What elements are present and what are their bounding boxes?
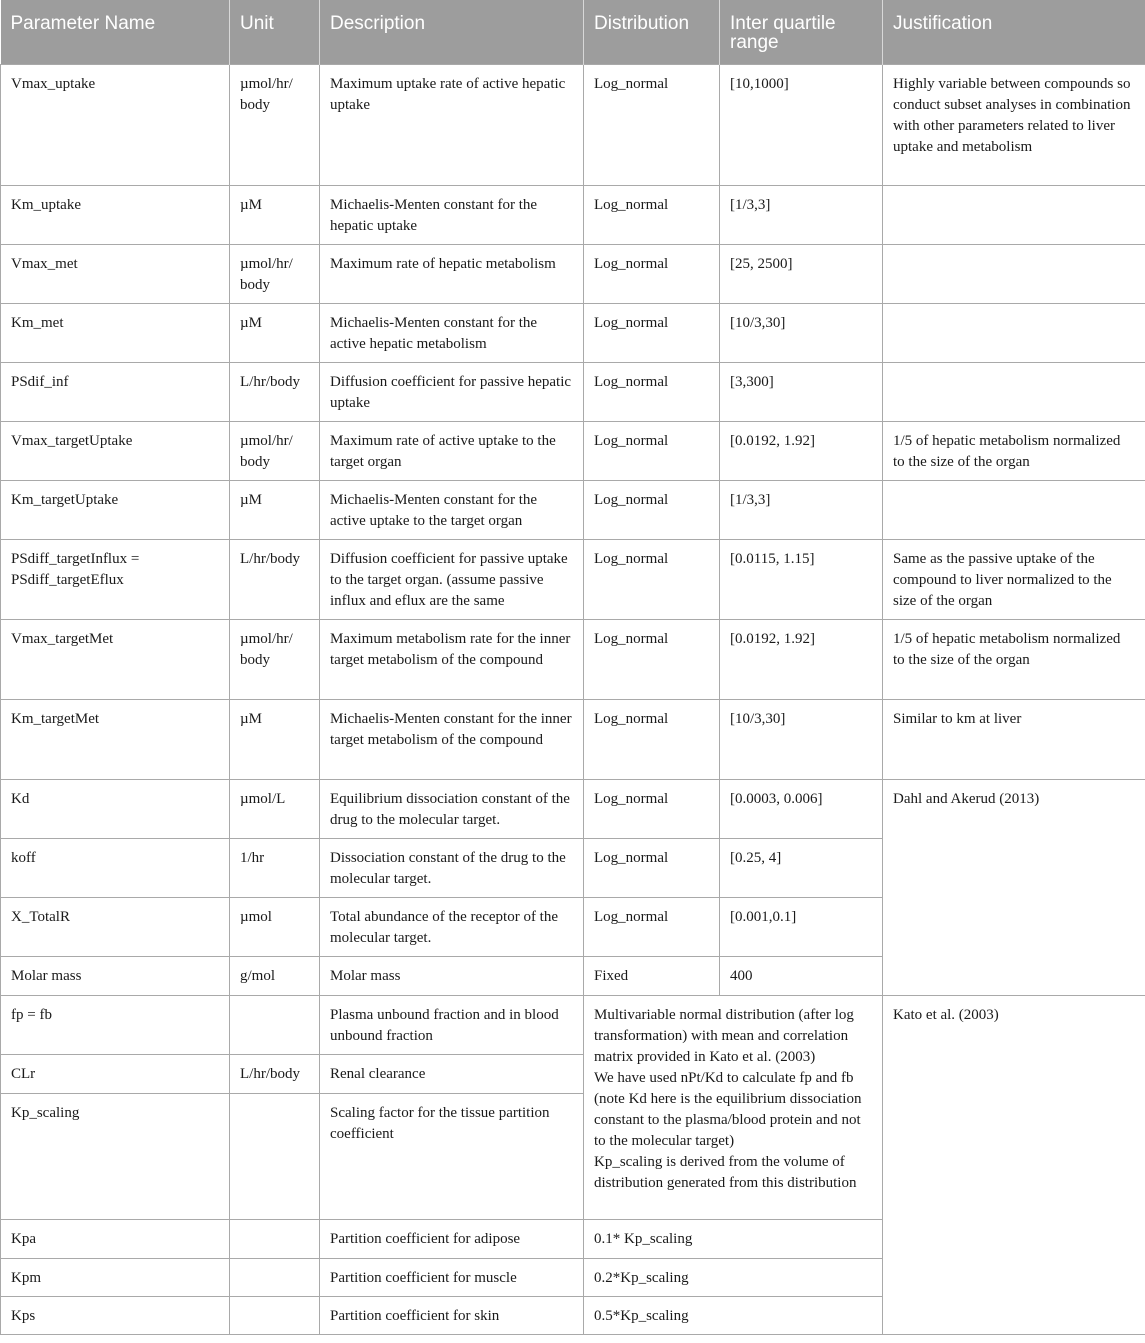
table-row (1, 186, 1145, 245)
justification-cell (883, 245, 1145, 304)
table-row (1, 700, 1145, 780)
description-cell: Michaelis-Menten constant for the active hepatic metabolism (320, 304, 584, 363)
justification-cell: Same as the passive uptake of the compound to liver normalized to the size of the organ (883, 540, 1145, 620)
param-name-cell: fp = fb (1, 996, 230, 1055)
param-name-cell: Kpm (1, 1259, 230, 1297)
iqr-cell: [0.0192, 1.92] (720, 620, 883, 700)
param-name-cell: PSdiff_targetInflux = PSdiff_targetEflux (1, 540, 230, 620)
iqr-cell: [0.001,0.1] (720, 898, 883, 957)
param-name-cell: Vmax_uptake (1, 65, 230, 186)
header-justification: Justification (883, 0, 1145, 65)
unit-cell: µM (230, 481, 320, 540)
justification-cell: Dahl and Akerud (2013) (883, 780, 1145, 996)
param-name-cell: PSdif_inf (1, 363, 230, 422)
distribution-cell: Log_normal (584, 700, 720, 780)
header-inter-quartile-range: Inter quartile range (720, 0, 883, 65)
iqr-cell: [0.25, 4] (720, 839, 883, 898)
distribution-cell: 0.1* Kp_scaling (584, 1220, 883, 1259)
distribution-cell: Log_normal (584, 898, 720, 957)
justification-cell (883, 481, 1145, 540)
header-row (1, 0, 1145, 65)
description-cell: Total abundance of the receptor of the molecular target. (320, 898, 584, 957)
iqr-cell: [25, 2500] (720, 245, 883, 304)
table-row (1, 245, 1145, 304)
param-name-cell: Vmax_met (1, 245, 230, 304)
unit-cell: µM (230, 700, 320, 780)
kato-distribution-cell: Multivariable normal distribution (after log transformation) with mean and correlation matrix provided in Kato et al. (2003) We have used nPt/Kd to calculate fp and fb (note Kd here is the equilibrium dissociation constant to the plasma/blood protein and not to the molecular target) Kp_scaling is derived from the volume of distribution generated from this distribution (584, 996, 883, 1220)
iqr-cell: [0.0192, 1.92] (720, 422, 883, 481)
param-name-cell: Km_met (1, 304, 230, 363)
unit-cell (230, 996, 320, 1055)
unit-cell: µM (230, 304, 320, 363)
unit-cell: µmol/hr/ body (230, 422, 320, 481)
distribution-cell: Log_normal (584, 780, 720, 839)
iqr-cell: [10/3,30] (720, 700, 883, 780)
unit-cell (230, 1094, 320, 1220)
description-cell: Diffusion coefficient for passive uptake to the target organ. (assume passive influx and eflux are the same (320, 540, 584, 620)
justification-cell: Highly variable between compounds so conduct subset analyses in combination with other parameters related to liver uptake and metabolism (883, 65, 1145, 186)
unit-cell: L/hr/body (230, 540, 320, 620)
justification-cell: Kato et al. (2003) (883, 996, 1145, 1335)
description-cell: Renal clearance (320, 1055, 584, 1094)
param-name-cell: Km_targetMet (1, 700, 230, 780)
table-row (1, 780, 1145, 839)
distribution-cell: Log_normal (584, 839, 720, 898)
unit-cell: L/hr/body (230, 1055, 320, 1094)
unit-cell: µmol/L (230, 780, 320, 839)
table-row (1, 363, 1145, 422)
description-cell: Plasma unbound fraction and in blood unbound fraction (320, 996, 584, 1055)
description-cell: Scaling factor for the tissue partition coefficient (320, 1094, 584, 1220)
unit-cell: µmol/hr/ body (230, 245, 320, 304)
iqr-cell: [1/3,3] (720, 186, 883, 245)
distribution-cell: Log_normal (584, 186, 720, 245)
iqr-cell: [3,300] (720, 363, 883, 422)
distribution-cell: Log_normal (584, 620, 720, 700)
unit-cell: µmol (230, 898, 320, 957)
unit-cell: µmol/hr/ body (230, 620, 320, 700)
description-cell: Partition coefficient for adipose (320, 1220, 584, 1259)
iqr-cell: 400 (720, 957, 883, 996)
justification-cell: Similar to km at liver (883, 700, 1145, 780)
unit-cell: 1/hr (230, 839, 320, 898)
description-cell: Michaelis-Menten constant for the hepatic uptake (320, 186, 584, 245)
description-cell: Partition coefficient for skin (320, 1297, 584, 1335)
description-cell: Dissociation constant of the drug to the molecular target. (320, 839, 584, 898)
param-name-cell: Vmax_targetMet (1, 620, 230, 700)
param-name-cell: Km_uptake (1, 186, 230, 245)
distribution-cell: Fixed (584, 957, 720, 996)
param-name-cell: Kp_scaling (1, 1094, 230, 1220)
table-row (1, 422, 1145, 481)
table-row (1, 620, 1145, 700)
description-cell: Maximum rate of hepatic metabolism (320, 245, 584, 304)
unit-cell: µM (230, 186, 320, 245)
distribution-cell: 0.5*Kp_scaling (584, 1297, 883, 1335)
table-row (1, 65, 1145, 186)
description-cell: Equilibrium dissociation constant of the drug to the molecular target. (320, 780, 584, 839)
iqr-cell: [1/3,3] (720, 481, 883, 540)
iqr-cell: [10,1000] (720, 65, 883, 186)
unit-cell (230, 1220, 320, 1259)
header-description: Description (320, 0, 584, 65)
iqr-cell: [0.0115, 1.15] (720, 540, 883, 620)
unit-cell (230, 1297, 320, 1335)
justification-cell (883, 304, 1145, 363)
param-name-cell: Kd (1, 780, 230, 839)
description-cell: Molar mass (320, 957, 584, 996)
unit-cell (230, 1259, 320, 1297)
param-name-cell: Km_targetUptake (1, 481, 230, 540)
table-row (1, 540, 1145, 620)
distribution-cell: Log_normal (584, 245, 720, 304)
param-name-cell: Kps (1, 1297, 230, 1335)
distribution-cell: Log_normal (584, 540, 720, 620)
distribution-cell: Log_normal (584, 363, 720, 422)
distribution-cell: Log_normal (584, 304, 720, 363)
distribution-cell: 0.2*Kp_scaling (584, 1259, 883, 1297)
justification-cell (883, 186, 1145, 245)
iqr-cell: [10/3,30] (720, 304, 883, 363)
param-name-cell: Molar mass (1, 957, 230, 996)
distribution-cell: Log_normal (584, 422, 720, 481)
description-cell: Maximum uptake rate of active hepatic uptake (320, 65, 584, 186)
unit-cell: L/hr/body (230, 363, 320, 422)
param-name-cell: Kpa (1, 1220, 230, 1259)
unit-cell: µmol/hr/ body (230, 65, 320, 186)
header-distribution: Distribution (584, 0, 720, 65)
table-row (1, 996, 1145, 1055)
header-parameter-name: Parameter Name (1, 0, 230, 65)
distribution-cell: Log_normal (584, 65, 720, 186)
description-cell: Partition coefficient for muscle (320, 1259, 584, 1297)
param-name-cell: X_TotalR (1, 898, 230, 957)
table-row (1, 481, 1145, 540)
header-unit: Unit (230, 0, 320, 65)
description-cell: Maximum metabolism rate for the inner target metabolism of the compound (320, 620, 584, 700)
justification-cell: 1/5 of hepatic metabolism normalized to the size of the organ (883, 620, 1145, 700)
description-cell: Maximum rate of active uptake to the target organ (320, 422, 584, 481)
param-name-cell: koff (1, 839, 230, 898)
iqr-cell: [0.0003, 0.006] (720, 780, 883, 839)
param-name-cell: Vmax_targetUptake (1, 422, 230, 481)
justification-cell: 1/5 of hepatic metabolism normalized to the size of the organ (883, 422, 1145, 481)
unit-cell: g/mol (230, 957, 320, 996)
description-cell: Diffusion coefficient for passive hepatic uptake (320, 363, 584, 422)
table-row (1, 304, 1145, 363)
justification-cell (883, 363, 1145, 422)
description-cell: Michaelis-Menten constant for the inner target metabolism of the compound (320, 700, 584, 780)
description-cell: Michaelis-Menten constant for the active uptake to the target organ (320, 481, 584, 540)
param-name-cell: CLr (1, 1055, 230, 1094)
distribution-cell: Log_normal (584, 481, 720, 540)
